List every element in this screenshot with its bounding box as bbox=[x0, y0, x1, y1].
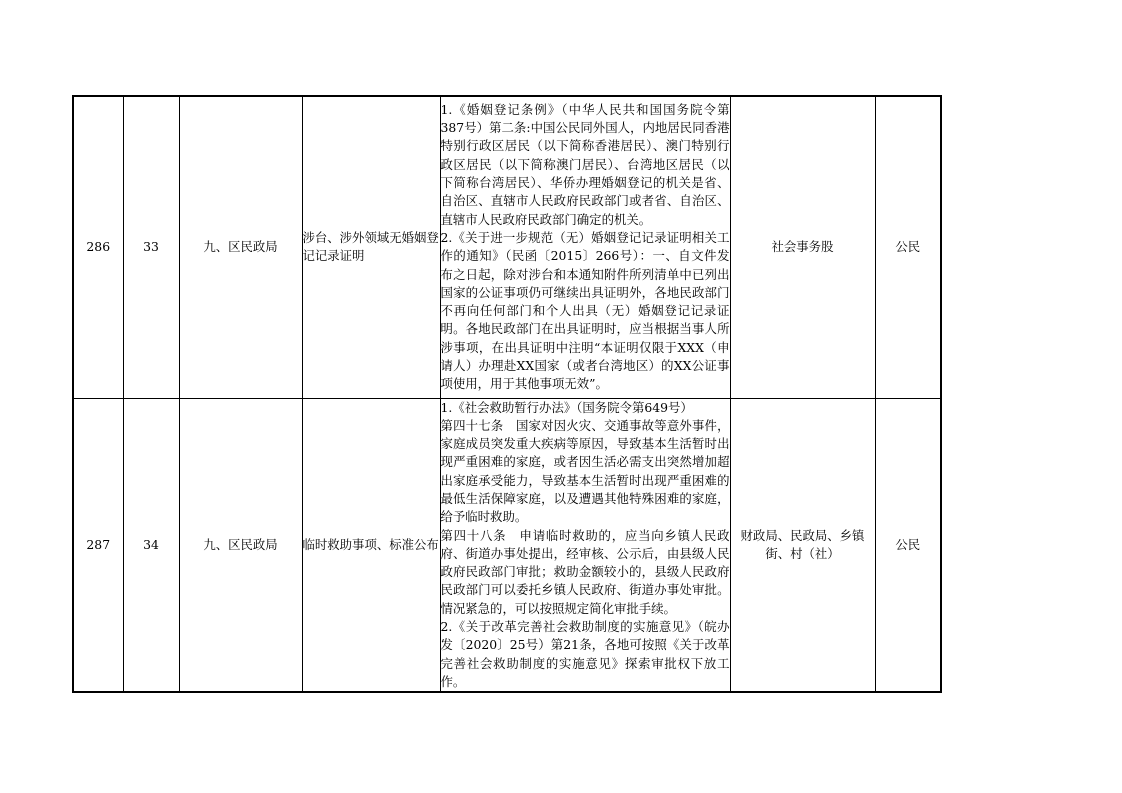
sub-seq-cell: 33 bbox=[123, 96, 179, 398]
legal-basis-paragraph: 1.《婚姻登记条例》（中华人民共和国国务院令第387号）第二条:中国公民同外国人，内地居民同香港特别行政区居民（以下简称香港居民）、澳门特别行政区居民（以下简称澳门居民）、台湾地区居民（以下简称台湾居民）、华侨办理婚姻登记的机关是省、自治区、直辖市人民政府民政部门或者省、自治区、直辖市人民政府民政部门确定的机关。 bbox=[440, 101, 730, 227]
item-name-cell: 涉台、涉外领域无婚姻登记记录证明 bbox=[302, 96, 440, 398]
sub-seq-cell: 34 bbox=[123, 398, 179, 692]
seq-cell: 286 bbox=[73, 96, 123, 398]
items-table bbox=[72, 95, 942, 693]
department-cell: 九、区民政局 bbox=[179, 96, 302, 398]
legal-basis-paragraph: 2.《关于进一步规范（无）婚姻登记记录证明相关工作的通知》（民函〔2015〕266号）：一、自文件发布之日起，除对涉台和本通知附件所列清单中已列出国家的公证事项仍可继续出具证明外，各地民政部门不再向任何部门和个人出具（无）婚姻登记记录证明。各地民政部门在出具证明时，应当根据当事人所涉事项，在出具证明中注明“本证明仅限于XXX（申请人）办理赴XX国家（或者台湾地区）的XX公证事项使用，用于其他事项无效”。 bbox=[440, 229, 730, 392]
table-row bbox=[73, 96, 941, 398]
responsible-unit-cell: 社会事务股 bbox=[730, 96, 875, 398]
legal-basis-paragraph: 第四十七条 国家对因火灾、交通事故等意外事件，家庭成员突发重大疾病等原因，导致基本生活暂时出现严重困难的家庭，或者因生活必需支出突然增加超出家庭承受能力，导致基本生活暂时出现严重困难的最低生活保障家庭，以及遭遇其他特殊困难的家庭，给予临时救助。 bbox=[440, 417, 730, 525]
legal-basis-paragraph: 第四十八条 申请临时救助的，应当向乡镇人民政府、街道办事处提出，经审核、公示后，由县级人民政府民政部门审批；救助金额较小的，县级人民政府民政部门可以委托乡镇人民政府、街道办事处审批。情况紧急的，可以按照规定简化审批手续。 bbox=[440, 527, 730, 616]
legal-basis-paragraph: 2.《关于改革完善社会救助制度的实施意见》（皖办发〔2020〕25号）第21条，各地可按照《关于改革完善社会救助制度的实施意见》探索审批权下放工作。 bbox=[440, 619, 730, 689]
seq-cell: 287 bbox=[73, 398, 123, 692]
target-cell: 公民 bbox=[875, 398, 941, 692]
legal-basis-cell bbox=[440, 398, 730, 692]
legal-basis-cell bbox=[440, 96, 730, 398]
department-cell: 九、区民政局 bbox=[179, 398, 302, 692]
table-row bbox=[73, 398, 941, 692]
responsible-unit-cell: 财政局、民政局、乡镇街、村（社） bbox=[730, 398, 875, 692]
legal-basis-paragraph: 1.《社会救助暂行办法》（国务院令第649号） bbox=[440, 399, 693, 415]
target-cell: 公民 bbox=[875, 96, 941, 398]
item-name-cell: 临时救助事项、标准公布 bbox=[302, 398, 440, 692]
